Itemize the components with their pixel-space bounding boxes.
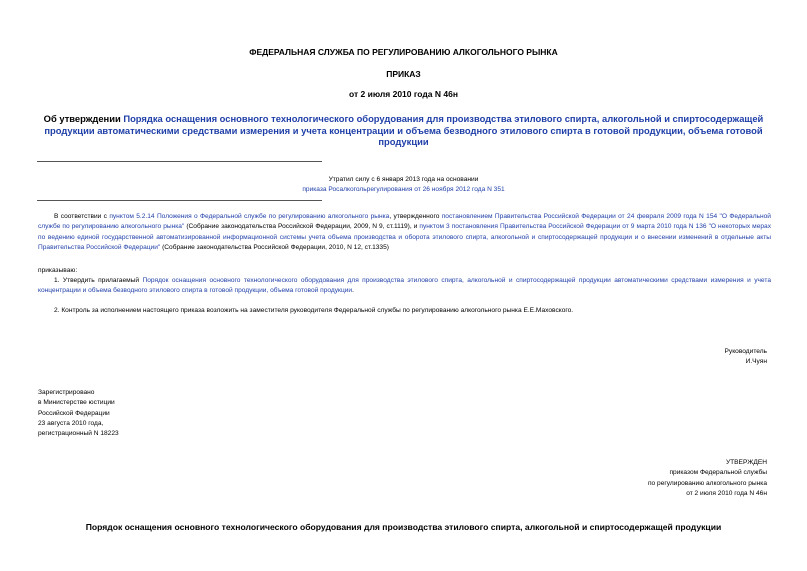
registration-block [38, 388, 119, 439]
item-1-paragraph [38, 276, 771, 297]
item-1-text: 1. Утвердить прилагаемый [54, 277, 143, 284]
title-link[interactable]: Порядка оснащения основного технологического оборудования для производства этилового спирта, алкогольной и спиртосодержащей продукции автоматическими средствами измерения и учета концентрации и объема безводного этилового спирта в готовой продукции, объема готовой продукции [44, 113, 764, 147]
preamble-text-1: В соответствии с [54, 213, 110, 220]
doc-type-heading: ПРИКАЗ [386, 69, 421, 79]
preamble-link-decree-154[interactable]: постановлением Правительства Российской Федерации от 24 февраля 2009 года N 154 "О Федеральной службе по регулированию алкогольного рынка" [38, 213, 771, 231]
doc-date-heading: от 2 июля 2010 года N 46н [349, 89, 458, 99]
approved-line-4: от 2 июля 2010 года N 46н [686, 489, 767, 497]
agency-heading: ФЕДЕРАЛЬНАЯ СЛУЖБА ПО РЕГУЛИРОВАНИЮ АЛКОГОЛЬНОГО РЫНКА [249, 47, 558, 57]
status-text: Утратил силу с 6 января 2013 года на основании [328, 176, 479, 183]
approved-block [648, 458, 767, 499]
divider-top [37, 161, 322, 162]
status-note [0, 175, 807, 196]
signature-name: И.Чуян [745, 358, 767, 366]
preamble-link-regulation[interactable]: пунктом 5.2.14 Положения о Федеральной службе по регулированию алкогольного рынка [109, 213, 390, 220]
item-1-end: . [352, 287, 354, 295]
registration-line-5: регистрационный N 18223 [38, 430, 119, 438]
divider-bottom [37, 200, 322, 201]
item-2-paragraph: 2. Контроль за исполнением настоящего приказа возложить на заместителя руководителя Федеральной службы по регулированию алкогольного рынка Е.Е.Маховского. [54, 307, 574, 314]
title-prefix: Об утверждении [43, 113, 124, 124]
registration-line-1: Зарегистрировано [38, 389, 95, 396]
approved-line-2: приказом Федеральной службы [669, 469, 767, 477]
preamble-text-2: , утвержденного [389, 213, 442, 220]
preamble-text-3: (Собрание законодательства Российской Федерации, 2009, N 9, ст.1119), и [184, 223, 420, 231]
document-title [40, 113, 767, 148]
approved-line-3: по регулированию алкогольного рынка [647, 479, 767, 487]
registration-line-2: в Министерстве юстиции [38, 399, 115, 407]
preamble-link-decree-136[interactable]: пунктом 3 постановления Правительства Российской Федерации от 9 марта 2010 года N 136 "О некоторых мерах по ведению единой государственной автоматизированной информационной системы учета объема производства и оборота этилового спирта, алкогольной и спиртосодержащей продукции и о внесении изменений в отдельные акты Правительства Российской Федерации" [38, 223, 772, 251]
status-link[interactable]: приказа Росалкогольрегулирования от 26 ноября 2012 года N 351 [302, 186, 505, 194]
preamble-paragraph [38, 212, 771, 253]
signature-role: Руководитель [724, 348, 767, 355]
preamble-text-4: (Собрание законодательства Российской Федерации, 2010, N 12, ст.1335) [160, 243, 389, 251]
signature-block [725, 347, 767, 368]
approved-line-1: УТВЕРЖДЕН [725, 459, 767, 466]
item-1-link[interactable]: Порядок оснащения основного технологического оборудования для производства этилового спирта, алкогольной и спиртосодержащей продукции автоматическими средствами измерения и учета концентрации и объема безводного этилового спирта в готовой продукции, объема готовой продукции [38, 277, 771, 295]
footer-title: Порядок оснащения основного технологического оборудования для производства этилового спирта, алкогольной и спиртосодержащей продукции [85, 522, 722, 532]
order-word: приказываю: [38, 267, 78, 274]
registration-line-4: 23 августа 2010 года, [38, 419, 104, 427]
registration-line-3: Российской Федерации [38, 409, 110, 417]
